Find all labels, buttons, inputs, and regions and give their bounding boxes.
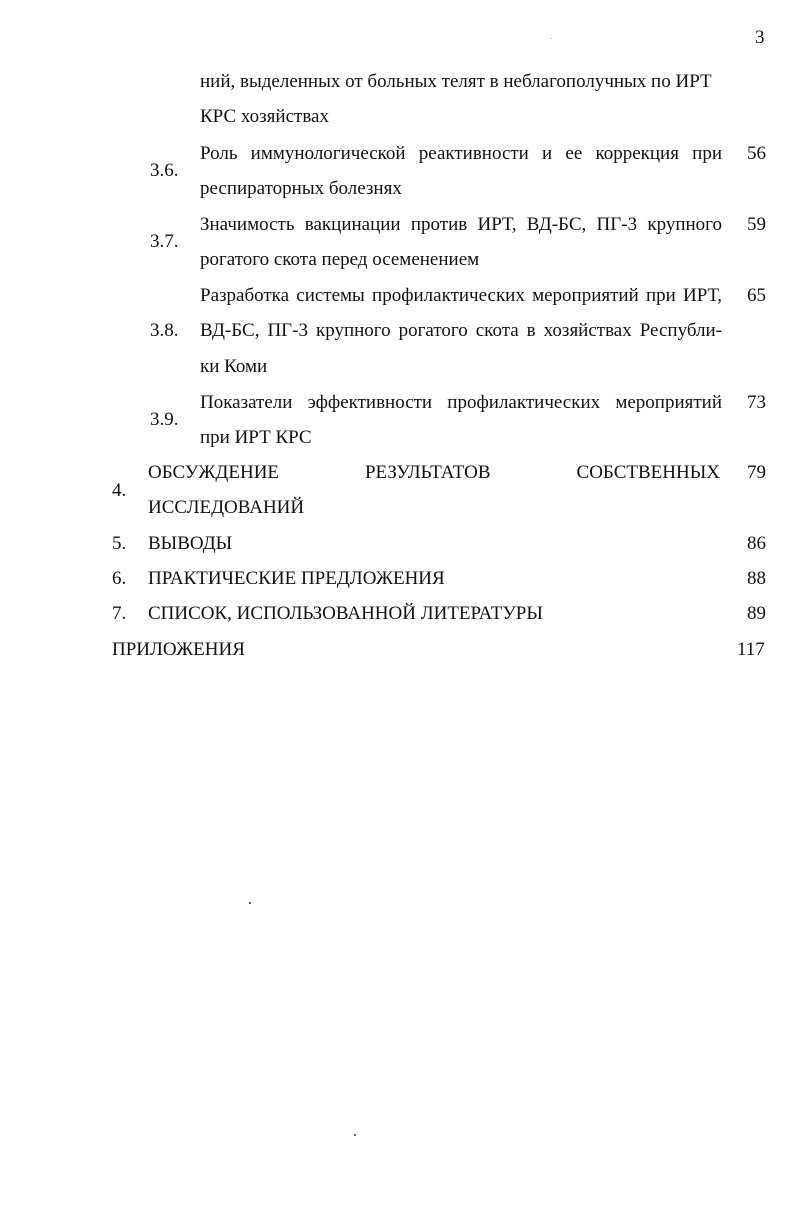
- toc-entry-number: 4.: [112, 480, 127, 501]
- scan-speck: [249, 902, 251, 904]
- toc-entry-page: 73: [747, 392, 766, 413]
- toc-entry-number: 3.8.: [150, 320, 179, 341]
- toc-continuation-line-1: ний, выделенных от больных телят в неблагополучных по ИРТ: [200, 71, 712, 92]
- toc-entry-title-line-3: ки Коми: [200, 356, 268, 377]
- toc-entry-title: ВЫВОДЫ: [148, 533, 233, 554]
- toc-entry-title-line-2: ВД-БС, ПГ-3 крупного рогатого скота в хозяйствах Республи-: [200, 320, 722, 341]
- toc-entry-number: 3.7.: [150, 231, 179, 252]
- toc-entry-page: 59: [747, 214, 766, 235]
- toc-entry-page: 86: [747, 533, 766, 554]
- toc-entry-page: 79: [747, 462, 766, 483]
- toc-entry-title-line-1: Роль иммунологической реактивности и ее коррекция при: [200, 143, 722, 164]
- toc-entry-title: СПИСОК, ИСПОЛЬЗОВАННОЙ ЛИТЕРАТУРЫ: [148, 603, 543, 624]
- page-number: 3: [755, 27, 765, 48]
- toc-entry-page: 117: [737, 639, 765, 660]
- toc-entry-title-line-1: Показатели эффективности профилактических мероприятий: [200, 392, 722, 413]
- toc-entry-title-line-1: Значимость вакцинации против ИРТ, ВД-БС, ПГ-3 крупного: [200, 214, 722, 235]
- toc-entry-number: 6.: [112, 568, 127, 589]
- toc-word: РЕЗУЛЬТАТОВ: [364, 462, 491, 483]
- toc-entry-page: 88: [747, 568, 766, 589]
- scan-speck: [551, 38, 552, 39]
- toc-entry-title-line-1: Разработка системы профилактических мероприятий при ИРТ,: [200, 285, 722, 306]
- toc-entry-number: 5.: [112, 533, 127, 554]
- toc-entry-number: 3.6.: [150, 160, 179, 181]
- toc-word: ОБСУЖДЕНИЕ: [148, 462, 280, 483]
- toc-entry-number: 3.9.: [150, 409, 179, 430]
- toc-word: СОБСТВЕННЫХ: [576, 462, 720, 483]
- toc-entry-title-line-2: рогатого скота перед осеменением: [200, 249, 480, 270]
- toc-entry-number: 7.: [112, 603, 127, 624]
- toc-entry-page: 65: [747, 285, 766, 306]
- toc-entry-title-line-2: ИССЛЕДОВАНИЙ: [148, 497, 305, 518]
- toc-continuation-line-2: КРС хозяйствах: [200, 106, 329, 127]
- toc-entry-page: 89: [747, 603, 766, 624]
- scan-speck: [354, 1134, 356, 1136]
- toc-entry-title-line-1: [148, 463, 720, 482]
- toc-entry-title: ПРАКТИЧЕСКИЕ ПРЕДЛОЖЕНИЯ: [148, 568, 445, 589]
- toc-entry-title-line-2: респираторных болезнях: [200, 178, 402, 199]
- toc-entry-title-line-2: при ИРТ КРС: [200, 427, 312, 448]
- toc-entry-page: 56: [747, 143, 766, 164]
- toc-entry-title: ПРИЛОЖЕНИЯ: [112, 639, 245, 660]
